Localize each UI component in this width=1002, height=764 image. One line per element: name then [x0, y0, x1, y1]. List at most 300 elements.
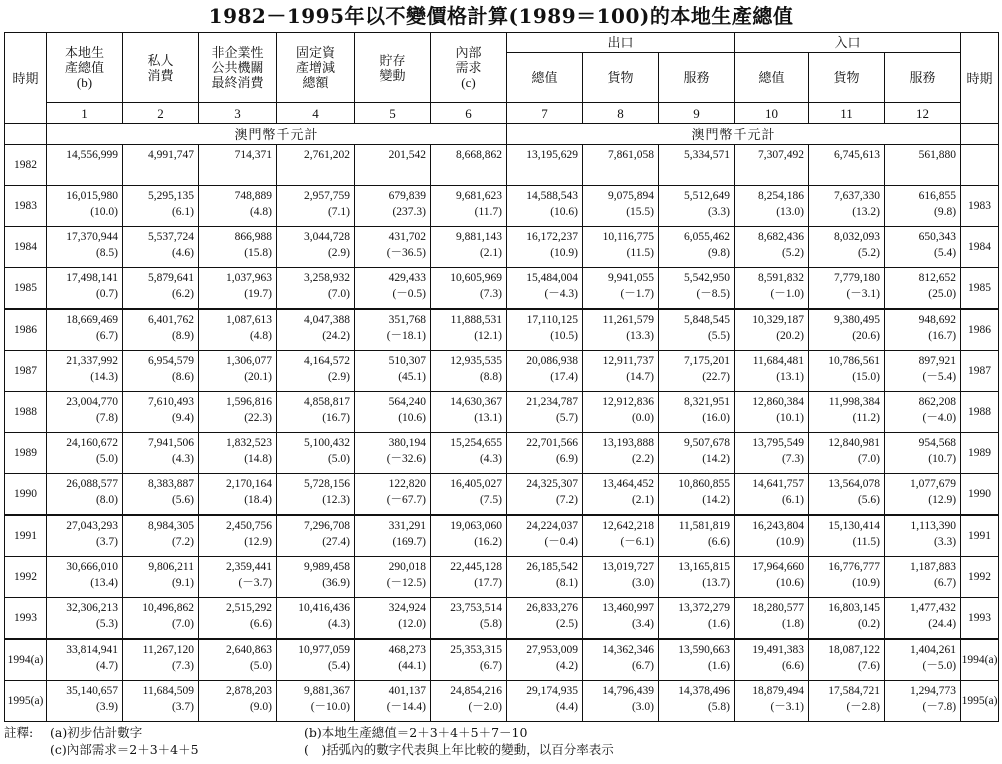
- value-cell: [277, 268, 355, 310]
- value-cell: [507, 186, 583, 227]
- change-text: (2.2): [631, 453, 654, 465]
- change-text: (14.2): [702, 453, 731, 465]
- table-row: [5, 392, 999, 433]
- change-text: [199, 163, 272, 179]
- period-cell: 1982: [5, 145, 47, 186]
- value-text: 15,254,655: [450, 437, 502, 449]
- value-text: 380,194: [388, 437, 426, 449]
- value-cell: [507, 227, 583, 268]
- note-d: ( )括弧內的數字代表與上年比較的變動，以百分率表示: [304, 742, 614, 757]
- change-text: (14.3): [90, 371, 118, 383]
- value-cell: [885, 392, 961, 433]
- change-text: (22.3): [244, 412, 272, 424]
- value-text: 650,343: [918, 231, 957, 243]
- value-text: 5,334,571: [684, 149, 731, 161]
- value-cell: [431, 474, 507, 516]
- value-text: 954,568: [918, 437, 957, 449]
- change-text: (5.7): [555, 412, 578, 424]
- change-text: (9.4): [171, 412, 194, 424]
- value-cell: [47, 474, 123, 516]
- period-cell-right: 1983: [961, 186, 999, 227]
- col-header-4: 固定資 產增減 總額: [277, 33, 355, 103]
- period-cell: 1988: [5, 392, 47, 433]
- value-text: 13,795,549: [752, 437, 805, 449]
- value-text: 10,416,436: [298, 602, 350, 614]
- change-text: (4.3): [327, 618, 350, 630]
- value-cell: [583, 598, 659, 640]
- change-text: [659, 163, 730, 179]
- value-cell: [809, 392, 885, 433]
- table-row: [5, 145, 999, 186]
- change-text: (－0.4): [544, 536, 578, 548]
- change-text: (3.7): [95, 536, 118, 548]
- change-text: (3.7): [171, 701, 194, 713]
- value-cell: [809, 227, 885, 268]
- change-text: (6.6): [249, 618, 272, 630]
- value-text: 11,581,819: [678, 520, 731, 532]
- change-text: (－6.1): [620, 536, 654, 548]
- table-row: [5, 186, 999, 227]
- change-text: (13.7): [702, 577, 731, 589]
- value-cell: [885, 557, 961, 598]
- change-text: (3.0): [631, 701, 654, 713]
- change-text: (8.8): [479, 371, 502, 383]
- change-text: [277, 163, 350, 179]
- value-cell: [355, 145, 431, 186]
- value-text: 748,889: [234, 190, 272, 202]
- value-cell: [431, 392, 507, 433]
- value-text: 7,307,492: [758, 149, 805, 161]
- change-text: (15.5): [626, 206, 654, 218]
- value-cell: [47, 433, 123, 474]
- value-cell: [809, 268, 885, 310]
- change-text: (11.2): [852, 412, 881, 424]
- column-number-9: 9: [659, 103, 735, 124]
- value-text: 24,325,307: [526, 478, 578, 490]
- value-cell: [431, 351, 507, 392]
- change-text: (7.3): [171, 660, 194, 672]
- value-cell: [735, 392, 809, 433]
- change-text: (8.5): [95, 247, 118, 259]
- value-cell: [507, 515, 583, 557]
- change-text: (14.7): [626, 371, 654, 383]
- period-cell: 1992: [5, 557, 47, 598]
- value-text: 14,588,543: [526, 190, 578, 202]
- column-number-6: 6: [431, 103, 507, 124]
- value-cell: [735, 227, 809, 268]
- value-text: 29,174,935: [526, 685, 578, 697]
- value-text: 7,779,180: [834, 272, 881, 284]
- value-text: 13,195,629: [526, 149, 578, 161]
- value-text: 18,280,577: [752, 602, 805, 614]
- value-text: 1,404,261: [910, 644, 957, 656]
- value-cell: [199, 186, 277, 227]
- change-text: (3.0): [631, 577, 654, 589]
- change-text: (44.1): [398, 660, 426, 672]
- change-text: (－4.3): [544, 288, 578, 300]
- change-text: [885, 163, 956, 179]
- value-text: 11,684,481: [752, 355, 805, 367]
- value-text: 1,087,613: [226, 314, 272, 326]
- change-text: (10.9): [550, 247, 578, 259]
- table-row: [5, 557, 999, 598]
- value-text: 21,337,992: [66, 355, 118, 367]
- value-cell: [659, 268, 735, 310]
- value-text: 13,019,727: [602, 561, 654, 573]
- period-cell: 1986: [5, 309, 47, 351]
- change-text: (12.1): [474, 330, 502, 342]
- value-cell: [735, 268, 809, 310]
- change-text: (1.8): [781, 618, 805, 630]
- change-text: (10.6): [398, 412, 426, 424]
- period-cell: 1990: [5, 474, 47, 516]
- change-text: (5.5): [707, 330, 731, 342]
- value-text: 23,753,514: [450, 602, 502, 614]
- unit-label-right: 澳門幣千元計: [507, 124, 961, 145]
- value-text: 35,140,657: [66, 685, 118, 697]
- change-text: (6.2): [171, 288, 194, 300]
- value-cell: [355, 186, 431, 227]
- change-text: [507, 163, 578, 179]
- value-cell: [583, 145, 659, 186]
- value-cell: [809, 515, 885, 557]
- change-text: (10.6): [776, 577, 805, 589]
- value-cell: [123, 351, 199, 392]
- value-text: 13,590,663: [678, 644, 731, 656]
- change-text: (－3.1): [846, 288, 881, 300]
- change-text: (5.2): [857, 247, 881, 259]
- value-cell: [885, 474, 961, 516]
- value-cell: [735, 639, 809, 681]
- value-cell: [355, 474, 431, 516]
- period-cell-right: 1984: [961, 227, 999, 268]
- change-text: (20.2): [776, 330, 805, 342]
- change-text: (－7.8): [922, 701, 957, 713]
- table-body: [5, 145, 999, 722]
- value-cell: [809, 186, 885, 227]
- value-text: 27,043,293: [66, 520, 118, 532]
- value-text: 7,637,330: [834, 190, 881, 202]
- change-text: (7.8): [95, 412, 118, 424]
- value-text: 16,776,777: [828, 561, 881, 573]
- change-text: (22.7): [702, 371, 731, 383]
- value-cell: [199, 227, 277, 268]
- value-text: 11,998,384: [828, 396, 881, 408]
- change-text: (2.1): [631, 494, 654, 506]
- change-text: (－18.1): [386, 330, 426, 342]
- period-cell-right: 1994(a): [961, 639, 999, 681]
- value-text: 10,496,862: [142, 602, 194, 614]
- value-cell: [355, 351, 431, 392]
- value-text: 20,086,938: [526, 355, 578, 367]
- col-header-3: 非企業性 公共機關 最終消費: [199, 33, 277, 103]
- value-cell: [583, 186, 659, 227]
- value-cell: [355, 268, 431, 310]
- change-text: (8.0): [95, 494, 118, 506]
- value-text: 8,668,862: [456, 149, 502, 161]
- table-row: [5, 681, 999, 722]
- value-text: 16,172,237: [526, 231, 578, 243]
- change-text: (12.0): [398, 618, 426, 630]
- value-cell: [659, 681, 735, 722]
- value-cell: [809, 639, 885, 681]
- change-text: [809, 163, 880, 179]
- value-cell: [277, 392, 355, 433]
- value-cell: [47, 186, 123, 227]
- value-text: 18,087,122: [828, 644, 881, 656]
- value-text: 862,208: [918, 396, 957, 408]
- value-text: 714,371: [234, 149, 272, 161]
- value-cell: [885, 598, 961, 640]
- value-cell: [583, 681, 659, 722]
- value-text: 3,044,728: [304, 231, 350, 243]
- page-title: 1982－1995年以不變價格計算(1989＝100)的本地生產總值: [208, 4, 794, 28]
- value-text: 5,879,641: [148, 272, 194, 284]
- value-text: 11,267,120: [142, 644, 194, 656]
- change-text: (5.8): [707, 701, 731, 713]
- value-cell: [583, 268, 659, 310]
- value-text: 14,556,999: [66, 149, 118, 161]
- value-text: 9,075,894: [608, 190, 654, 202]
- value-text: 1,306,077: [226, 355, 272, 367]
- change-text: (3.3): [707, 206, 731, 218]
- value-cell: [277, 681, 355, 722]
- change-text: (16.7): [322, 412, 350, 424]
- note-a: (a)初步估計數字: [50, 725, 143, 740]
- value-text: 11,684,509: [142, 685, 194, 697]
- value-cell: [431, 268, 507, 310]
- value-cell: [47, 557, 123, 598]
- change-text: (24.4): [928, 618, 957, 630]
- change-text: (－10.0): [310, 701, 350, 713]
- value-cell: [659, 598, 735, 640]
- import-group-header: 入口: [735, 33, 961, 53]
- change-text: (13.0): [776, 206, 805, 218]
- change-text: (－5.4): [922, 371, 957, 383]
- col-header-12: 服務: [885, 53, 961, 103]
- value-cell: [277, 351, 355, 392]
- value-cell: [199, 392, 277, 433]
- change-text: (－14.4): [386, 701, 426, 713]
- value-cell: [735, 474, 809, 516]
- value-text: 4,858,817: [304, 396, 350, 408]
- value-cell: [583, 557, 659, 598]
- change-text: (12.3): [322, 494, 350, 506]
- value-text: 6,055,462: [684, 231, 731, 243]
- table-row: [5, 309, 999, 351]
- value-cell: [47, 351, 123, 392]
- value-cell: [885, 433, 961, 474]
- value-text: 5,728,156: [304, 478, 350, 490]
- value-cell: [199, 145, 277, 186]
- change-text: (10.0): [90, 206, 118, 218]
- period-header-right: 時期: [961, 33, 999, 124]
- period-cell-right: 1988: [961, 392, 999, 433]
- value-text: 25,353,315: [450, 644, 502, 656]
- value-text: 9,941,055: [608, 272, 654, 284]
- change-text: (11.7): [474, 206, 502, 218]
- value-text: 7,861,058: [608, 149, 654, 161]
- value-cell: [507, 681, 583, 722]
- change-text: (14.8): [244, 453, 272, 465]
- value-text: 1,294,773: [910, 685, 957, 697]
- value-text: 26,088,577: [66, 478, 118, 490]
- value-text: 468,273: [388, 644, 426, 656]
- change-text: [583, 163, 654, 179]
- col-header-8: 貨物: [583, 53, 659, 103]
- value-text: 17,964,660: [752, 561, 805, 573]
- value-cell: [199, 433, 277, 474]
- change-text: (18.4): [244, 494, 272, 506]
- value-text: 201,542: [388, 149, 426, 161]
- value-text: 26,185,542: [526, 561, 578, 573]
- value-cell: [123, 433, 199, 474]
- change-text: (－1.7): [620, 288, 654, 300]
- value-cell: [123, 474, 199, 516]
- value-text: 431,702: [388, 231, 426, 243]
- value-cell: [47, 268, 123, 310]
- value-cell: [735, 351, 809, 392]
- change-text: [355, 163, 426, 179]
- value-text: 9,507,678: [684, 437, 731, 449]
- change-text: (－3.7): [238, 577, 272, 589]
- value-cell: [355, 392, 431, 433]
- value-text: 2,761,202: [304, 149, 350, 161]
- value-text: 1,596,816: [226, 396, 272, 408]
- value-cell: [885, 268, 961, 310]
- value-text: 6,745,613: [834, 149, 881, 161]
- value-cell: [507, 598, 583, 640]
- value-text: 16,015,980: [66, 190, 118, 202]
- change-text: (10.9): [852, 577, 881, 589]
- value-cell: [735, 145, 809, 186]
- value-text: 15,130,414: [828, 520, 881, 532]
- value-cell: [431, 309, 507, 351]
- value-cell: [809, 474, 885, 516]
- value-text: 7,941,506: [148, 437, 194, 449]
- change-text: (5.0): [249, 660, 272, 672]
- change-text: (6.6): [781, 660, 805, 672]
- value-text: 14,641,757: [752, 478, 805, 490]
- period-cell: 1983: [5, 186, 47, 227]
- value-cell: [123, 392, 199, 433]
- value-cell: [199, 598, 277, 640]
- change-text: (13.1): [474, 412, 502, 424]
- value-cell: [809, 598, 885, 640]
- change-text: (－12.5): [386, 577, 426, 589]
- value-text: 12,935,535: [450, 355, 502, 367]
- value-cell: [659, 433, 735, 474]
- period-cell: 1994(a): [5, 639, 47, 681]
- value-text: 24,224,037: [526, 520, 578, 532]
- value-text: 16,803,145: [828, 602, 881, 614]
- change-text: (7.1): [327, 206, 350, 218]
- value-text: 16,243,804: [752, 520, 805, 532]
- value-text: 1,037,963: [226, 272, 272, 284]
- value-cell: [583, 515, 659, 557]
- change-text: (12.9): [928, 494, 957, 506]
- value-cell: [659, 474, 735, 516]
- change-text: (7.3): [479, 288, 502, 300]
- value-cell: [507, 639, 583, 681]
- change-text: (9.1): [171, 577, 194, 589]
- value-cell: [735, 433, 809, 474]
- value-text: 1,477,432: [910, 602, 957, 614]
- change-text: (6.1): [781, 494, 805, 506]
- value-text: 17,110,125: [526, 314, 578, 326]
- value-cell: [507, 351, 583, 392]
- value-text: 8,254,186: [758, 190, 805, 202]
- value-cell: [809, 557, 885, 598]
- value-text: 22,445,128: [450, 561, 502, 573]
- value-text: 1,187,883: [910, 561, 957, 573]
- value-cell: [47, 309, 123, 351]
- change-text: (6.7): [95, 330, 118, 342]
- gdp-table: [4, 32, 999, 722]
- period-cell-right: 1987: [961, 351, 999, 392]
- value-text: 5,295,135: [148, 190, 194, 202]
- value-text: 19,063,060: [450, 520, 502, 532]
- change-text: (－5.0): [922, 660, 957, 672]
- value-cell: [583, 392, 659, 433]
- value-cell: [123, 515, 199, 557]
- value-cell: [735, 515, 809, 557]
- change-text: (9.8): [933, 206, 957, 218]
- value-text: 24,854,216: [450, 685, 502, 697]
- change-text: (4.8): [249, 206, 272, 218]
- value-text: 21,234,787: [526, 396, 578, 408]
- value-text: 17,498,141: [66, 272, 118, 284]
- value-text: 32,306,213: [66, 602, 118, 614]
- value-cell: [123, 598, 199, 640]
- value-text: 401,137: [388, 685, 426, 697]
- value-cell: [123, 639, 199, 681]
- value-cell: [277, 639, 355, 681]
- change-text: (11.5): [626, 247, 654, 259]
- value-cell: [277, 309, 355, 351]
- value-cell: [659, 227, 735, 268]
- change-text: (7.5): [479, 494, 502, 506]
- change-text: (10.7): [928, 453, 957, 465]
- value-cell: [583, 639, 659, 681]
- value-cell: [123, 227, 199, 268]
- change-text: (－2.8): [846, 701, 881, 713]
- change-text: (169.7): [392, 536, 426, 548]
- change-text: (－4.0): [922, 412, 957, 424]
- period-cell-right: 1991: [961, 515, 999, 557]
- change-text: [47, 163, 118, 179]
- column-number-5: 5: [355, 103, 431, 124]
- change-text: (10.5): [550, 330, 578, 342]
- value-text: 33,814,941: [66, 644, 118, 656]
- value-text: 9,681,623: [456, 190, 502, 202]
- value-text: 8,591,832: [758, 272, 805, 284]
- change-text: (5.8): [479, 618, 502, 630]
- period-cell-right: 1992: [961, 557, 999, 598]
- value-text: 11,261,579: [602, 314, 654, 326]
- value-text: 10,860,855: [678, 478, 731, 490]
- value-cell: [735, 186, 809, 227]
- unit-right-spacer: [961, 124, 999, 145]
- change-text: (4.3): [479, 453, 502, 465]
- value-text: 10,329,187: [752, 314, 805, 326]
- value-text: 866,988: [234, 231, 272, 243]
- period-cell: 1991: [5, 515, 47, 557]
- value-text: 1,113,390: [910, 520, 957, 532]
- change-text: (2.9): [327, 247, 350, 259]
- value-text: 4,164,572: [304, 355, 350, 367]
- value-text: 5,542,950: [684, 272, 731, 284]
